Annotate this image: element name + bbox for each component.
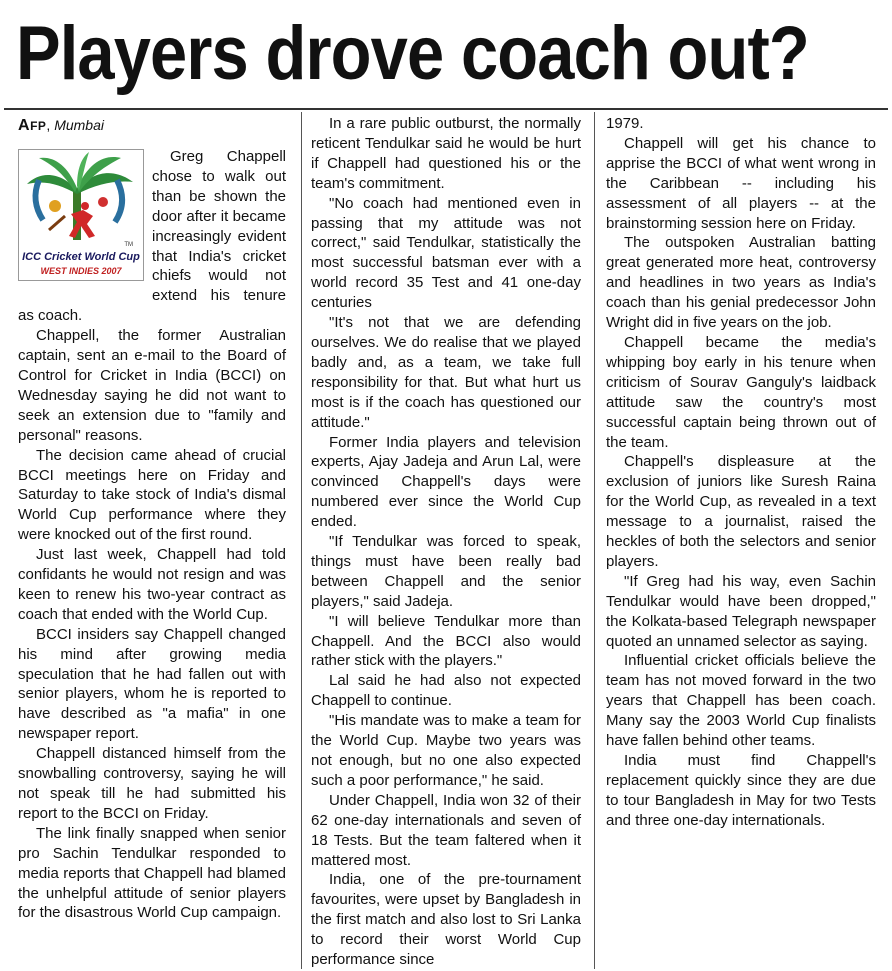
- paragraph: "It's not that we are defending ourselves. We do realise that we played badly and, as a team, we take full responsibility for that. But what hurt us most is if the coach has questioned our attitude.": [311, 314, 581, 431]
- headline: Players drove coach out?: [16, 11, 809, 96]
- paragraph: Former India players and television experts, Ajay Jadeja and Arun Lal, were convinced Chappell's days were numbered ever since the World Cup ended.: [311, 433, 581, 531]
- paragraph: India must find Chappell's replacement quickly since they are due to tour Bangladesh in May for two Tests and three one-day internationals.: [606, 752, 876, 829]
- paragraph: "His mandate was to make a team for the World Cup. Maybe two years was not enough, but no one also expected such a poor performance," he said.: [311, 712, 581, 789]
- paragraph: Chappell will get his chance to apprise the BCCI of what went wrong in the Caribbean -- including his assessment of all players -- at the brainstorming session here on Friday.: [606, 134, 876, 232]
- paragraph: "If Tendulkar was forced to speak, things must have been really bad between Chappell and the senior players," said Jadeja.: [311, 533, 581, 610]
- palm-tree-icon: [19, 150, 143, 250]
- paragraph: "If Greg had his way, even Sachin Tendulkar would have been dropped," the Kolkata-based Telegraph newspaper quoted an unnamed selector as saying.: [606, 572, 876, 650]
- paragraph: The link finally snapped when senior pro Sachin Tendulkar responded to media reports that Chappell had blamed the unhelpful attitude of senior players for the disastrous World Cup campaign.: [18, 824, 286, 922]
- paragraph: India, one of the pre-tournament favourites, were upset by Bangladesh in the first match and also lost to Sri Lanka to record their worst World Cup performance since: [311, 871, 581, 969]
- paragraph: Chappell, the former Australian captain, sent an e-mail to the Board of Control for Cricket in India (BCCI) on Wednesday saying he did not want to seek an extension due to "family and personal" reasons.: [18, 327, 286, 444]
- byline: AFP, Mumbai: [18, 117, 104, 134]
- paragraph: The decision came ahead of crucial BCCI meetings here on Friday and Saturday to take stock of India's dismal World Cup performance where they were knocked out of the first round.: [18, 446, 286, 544]
- paragraph: Influential cricket officials believe the team has not moved forward in the two years that Chappell has been coach. Many say the 2003 World Cup finalists have fallen behind other teams.: [606, 652, 876, 750]
- paragraph: Greg Chappell chose to walk out than be shown the door after it became increasingly evident that India's cricket chiefs would not extend his tenure as coach.: [18, 148, 286, 325]
- paragraph: 1979.: [606, 115, 644, 132]
- paragraph: Just last week, Chappell had told confidants he would not resign and was keen to renew his two-year contract as coach that ended with the World Cup.: [18, 546, 286, 623]
- paragraph: Lal said he had also not expected Chappell to continue.: [311, 672, 581, 710]
- paragraph: Chappell became the media's whipping boy early in his tenure when criticism of Sourav Ganguly's laidback attitude saw the country's most successful captain being thrown out of the team.: [606, 333, 876, 451]
- byline-city: Mumbai: [54, 117, 104, 133]
- paragraph: Chappell distanced himself from the snowballing controversy, saying he will not speak till he had submitted his report to the BCCI on Friday.: [18, 745, 286, 822]
- world-cup-logo: TM ICC Cricket World Cup WEST INDIES 2007: [18, 149, 144, 281]
- paragraph: The outspoken Australian batting great generated more heat, controversy and headlines in two years as India's coach than his genial predecessor John Wright did in five years on the job.: [606, 234, 876, 332]
- byline-agency: AFP: [18, 117, 47, 134]
- paragraph: Under Chappell, India won 32 of their 62 one-day internationals and seven of 18 Tests. But the team faltered when it mattered most.: [311, 791, 581, 869]
- paragraph: "No coach had mentioned even in passing that my attitude was not correct," said Tendulkar, statistically the most successful batsman ever with a world record 35 Test and 41 one-day centuries: [311, 194, 581, 312]
- column-divider: [594, 112, 595, 969]
- column-2: [311, 114, 581, 970]
- headline-rule: [4, 108, 888, 110]
- paragraph: In a rare public outburst, the normally reticent Tendulkar said he would be hurt if Chappell had questioned his or the team's commitment.: [311, 115, 581, 192]
- column-1: [18, 114, 286, 923]
- paragraph: Chappell's displeasure at the exclusion of juniors like Suresh Raina for the World Cup, as revealed in a text message to a journalist, raised the heckles of both the selectors and senior players.: [606, 453, 876, 570]
- paragraph: "I will believe Tendulkar more than Chappell. And the BCCI also would rather stick with the players.": [311, 612, 581, 670]
- column-3: [606, 114, 876, 831]
- column-divider: [301, 112, 302, 969]
- paragraph: BCCI insiders say Chappell changed his mind after growing media speculation that he had fallen out with senior players, whom he is reported to have described as "a mafia" in one newspaper report.: [18, 625, 286, 743]
